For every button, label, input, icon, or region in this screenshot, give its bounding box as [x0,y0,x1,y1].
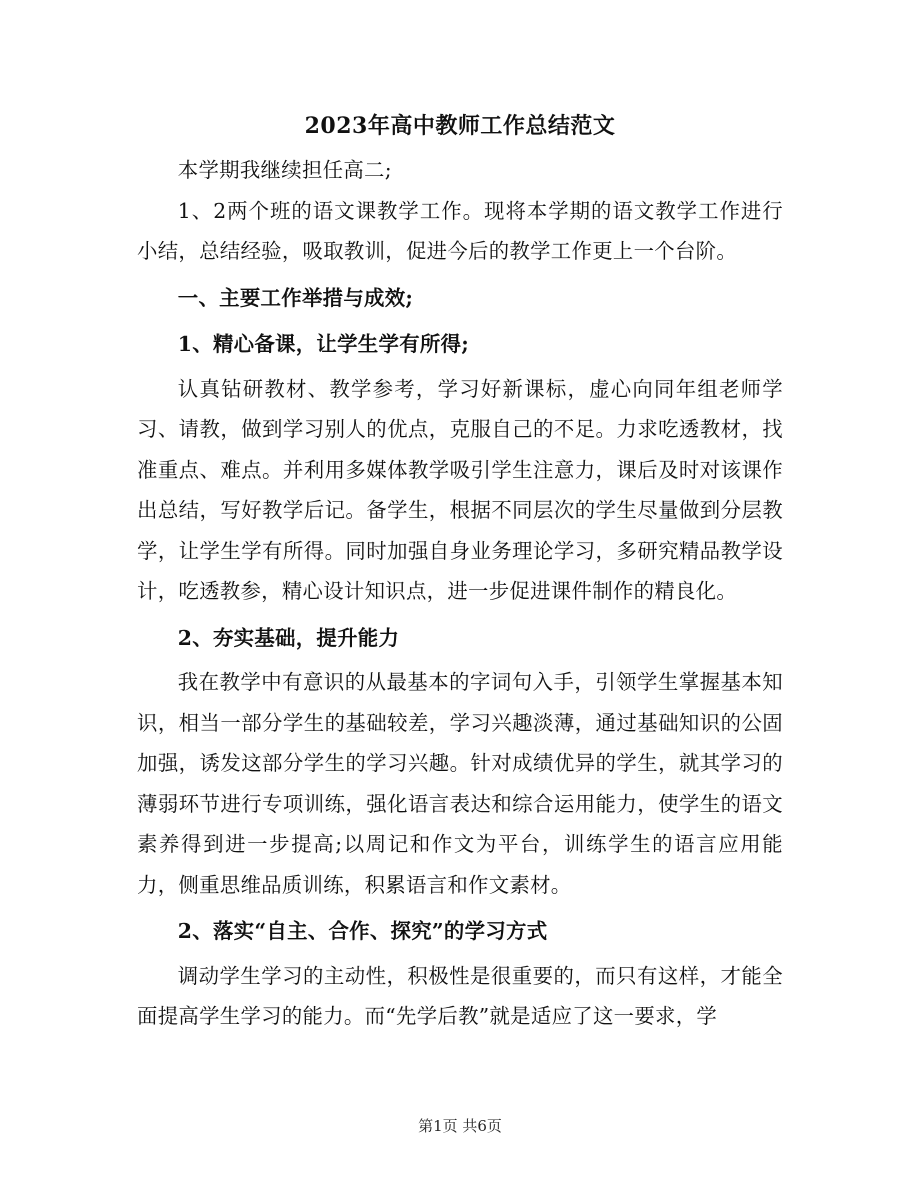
paragraph-summary: 1、2两个班的语文课教学工作。现将本学期的语文教学工作进行小结，总结经验，吸取教训，促进今后的教学工作更上一个台阶。 [137,198,783,263]
subheading-learning-method: 2、落实“自主、合作、探究”的学习方式 [177,919,548,943]
section-heading-main-measures: 一、主要工作举措与成效; [177,285,414,310]
subheading-foundation: 2、夯实基础，提升能力 [177,625,400,650]
paragraph-intro: 本学期我继续担任高二; [177,158,392,182]
document-title: 2023年高中教师工作总结范文 [304,113,616,139]
paragraph-foundation: 我在教学中有意识的从最基本的字词句入手，引领学生掌握基本知识，相当一部分学生的基础较差，学习兴趣淡薄，通过基础知识的公固加强，诱发这部分学生的学习兴趣。针对成绩优异的学生，就其学习的薄弱环节进行专项训练，强化语言表达和综合运用能力，使学生的语文素养得到进一步提高;以周记和作文为平台，训练学生的语言应用能力，侧重思维品质训练，积累语言和作文素材。 [137,670,783,897]
document-content [137,108,783,1037]
subheading-lesson-prep: 1、精心备课，让学生学有所得; [177,332,470,356]
paragraph-learning-method: 调动学生学习的主动性，积极性是很重要的，而只有这样，才能全面提高学生学习的能力。而“先学后教”就是适应了这一要求，学 [137,963,783,1028]
paragraph-lesson-prep: 认真钻研教材、教学参考，学习好新课标，虚心向同年组老师学习、请教，做到学习别人的优点，克服自己的不足。力求吃透教材，找准重点、难点。并利用多媒体教学吸引学生注意力，课后及时对该课作出总结，写好教学后记。备学生，根据不同层次的学生尽量做到分层教学，让学生学有所得。同时加强自身业务理论学习，多研究精品教学设计，吃透教参，精心设计知识点，进一步促进课件制作的精良化。 [137,376,783,603]
page-number-footer: 第1页 共6页 [418,1117,502,1135]
